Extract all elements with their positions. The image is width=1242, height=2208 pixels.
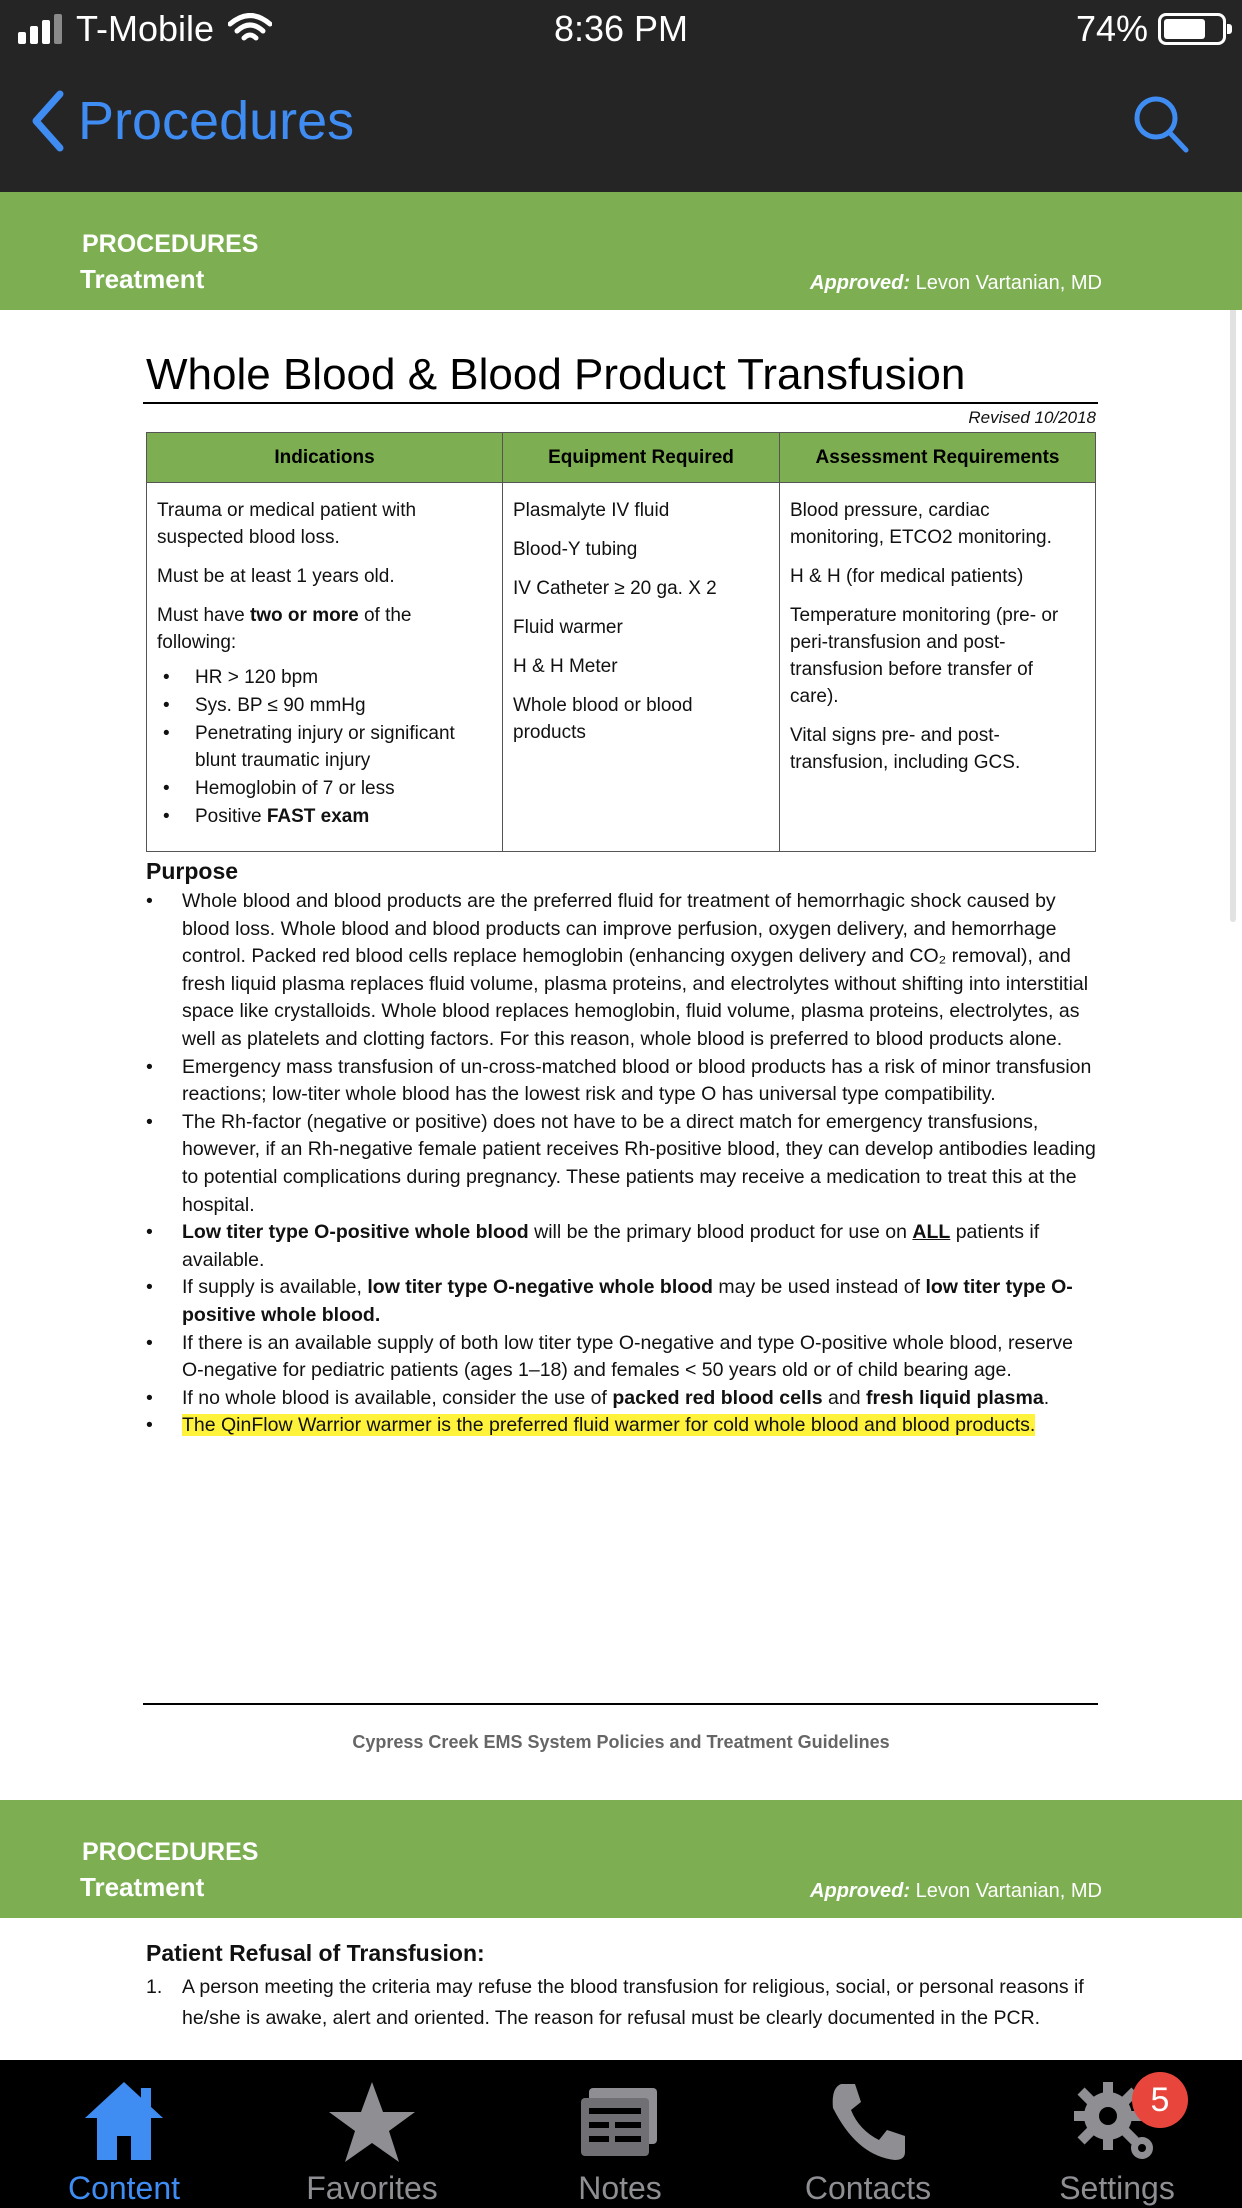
refusal-heading: Patient Refusal of Transfusion: bbox=[146, 1940, 485, 1966]
indication-criteria-list bbox=[157, 664, 492, 830]
table-header-indications: Indications bbox=[147, 433, 503, 483]
list-item: • Sys. BP ≤ 90 mmHg bbox=[157, 692, 492, 719]
indication-text: Trauma or medical patient with suspected blood loss. bbox=[157, 500, 417, 548]
list-number: 1. bbox=[146, 1976, 163, 1998]
tab-label: Notes bbox=[578, 2170, 662, 2206]
highlighted-text: The QinFlow Warrior warmer is the preferred fluid warmer for cold whole blood and blood products. bbox=[182, 1414, 1036, 1437]
equipment-item: Blood-Y tubing bbox=[513, 539, 638, 560]
criteria-table bbox=[146, 432, 1096, 852]
approved-name: Levon Vartanian, MD bbox=[915, 1880, 1102, 1902]
navigation-bar bbox=[0, 62, 1242, 192]
scrollbar[interactable] bbox=[1230, 202, 1236, 922]
notes-icon bbox=[575, 2078, 665, 2166]
list-item: • HR > 120 bpm bbox=[157, 664, 492, 691]
back-button[interactable] bbox=[30, 90, 354, 152]
tab-contacts[interactable] bbox=[744, 2060, 992, 2208]
assessment-item: Vital signs pre- and post-transfusion, including GCS. bbox=[790, 725, 1021, 773]
refusal-text: A person meeting the criteria may refuse the blood transfusion for religious, social, or personal reasons if he/she is awake, alert and oriented. The reason for refusal must be clearly documented in the PCR. bbox=[182, 1976, 1084, 2029]
phone-icon bbox=[823, 2078, 913, 2166]
assessment-item: Blood pressure, cardiac monitoring, ETCO2 monitoring. bbox=[790, 500, 1052, 548]
equipment-item: Whole blood or blood products bbox=[513, 695, 693, 743]
notification-badge: 5 bbox=[1132, 2072, 1188, 2128]
clock: 8:36 PM bbox=[553, 8, 689, 49]
tab-favorites[interactable] bbox=[248, 2060, 496, 2208]
table-header-equipment: Equipment Required bbox=[503, 433, 780, 483]
tab-label: Content bbox=[67, 2170, 181, 2206]
indications-cell bbox=[147, 483, 503, 851]
approved-by bbox=[810, 1880, 1102, 1903]
tab-settings[interactable] bbox=[992, 2060, 1242, 2208]
home-icon bbox=[79, 2078, 169, 2166]
table-header-assessment: Assessment Requirements bbox=[780, 433, 1095, 483]
assessment-cell bbox=[780, 483, 1095, 851]
page-footer: Cypress Creek EMS System Policies and Treatment Guidelines bbox=[352, 1732, 890, 1752]
page-header-band bbox=[0, 1800, 1242, 1918]
title-divider bbox=[143, 402, 1098, 404]
star-icon bbox=[327, 2078, 417, 2166]
list-item: • If no whole blood is available, consider the use of packed red blood cells and fresh liquid plasma. bbox=[146, 1385, 1096, 1413]
list-item: • Hemoglobin of 7 or less bbox=[157, 775, 492, 802]
indication-text: Must be at least 1 years old. bbox=[157, 566, 395, 587]
document-viewer[interactable] bbox=[0, 192, 1242, 2060]
equipment-item: H & H Meter bbox=[513, 656, 618, 677]
list-item: • Positive FAST exam bbox=[157, 803, 492, 830]
equipment-cell bbox=[503, 483, 780, 851]
tab-bar bbox=[0, 2060, 1242, 2208]
tab-label: Contacts bbox=[804, 2170, 932, 2206]
tab-notes[interactable] bbox=[496, 2060, 744, 2208]
battery-fill bbox=[1164, 19, 1205, 39]
list-item: • If there is an available supply of both low titer type O-negative and type O-positive whole blood, reserve O-negative for pediatric patients (ages 1–18) and females < 50 years old or of child bearing age. bbox=[146, 1330, 1096, 1385]
assessment-item: Temperature monitoring (pre- or peri-transfusion and post-transfusion before transfer of care). bbox=[790, 605, 1059, 707]
page-header-band bbox=[0, 192, 1242, 310]
approved-label: Approved: bbox=[810, 272, 911, 294]
battery-icon bbox=[1158, 13, 1226, 45]
tab-content[interactable] bbox=[0, 2060, 248, 2208]
list-item: • Penetrating injury or significant blunt traumatic injury bbox=[157, 720, 492, 774]
approved-name: Levon Vartanian, MD bbox=[915, 272, 1102, 294]
approved-by bbox=[810, 272, 1102, 295]
header-subkicker: Treatment bbox=[80, 1872, 205, 1902]
header-kicker: PROCEDURES bbox=[82, 1838, 259, 1866]
highlighted-list-item bbox=[146, 1412, 1096, 1440]
purpose-list bbox=[146, 888, 1096, 1440]
list-item: • Emergency mass transfusion of un-cross-matched blood or blood products has a risk of minor transfusion reactions; low-titer whole blood has the lowest risk and type O has universal type compatibility. bbox=[146, 1054, 1096, 1109]
list-item: • Low titer type O-positive whole blood will be the primary blood product for use on ALL patients if available. bbox=[146, 1219, 1096, 1274]
list-item: • The Rh-factor (negative or positive) does not have to be a direct match for emergency transfusions, however, if an Rh-negative female patient receives Rh-positive blood, they can develop antibodies leading to potential complications during pregnancy. These patients may receive a medication to treat this at the hospital. bbox=[146, 1109, 1096, 1219]
purpose-heading: Purpose bbox=[146, 858, 239, 884]
header-kicker: PROCEDURES bbox=[82, 230, 259, 258]
footer-divider bbox=[143, 1703, 1098, 1705]
equipment-item: Fluid warmer bbox=[513, 617, 623, 638]
tab-label: Settings bbox=[1059, 2170, 1175, 2206]
battery-percent: 74% bbox=[1075, 8, 1148, 49]
assessment-item: H & H (for medical patients) bbox=[790, 566, 1024, 587]
equipment-item: Plasmalyte IV fluid bbox=[513, 500, 670, 521]
list-item: • Whole blood and blood products are the preferred fluid for treatment of hemorrhagic shock caused by blood loss. Whole blood and blood products can improve perfusion, oxygen delivery, and hemorrhage control. Packed red blood cells replace hemoglobin (enhancing oxygen delivery and CO₂ removal), and fresh liquid plasma replaces fluid volume, plasma proteins, and electrolytes without shifting into interstitial space like crystalloids. Whole blood replaces hemoglobin, fluid volume, plasma proteins, electrolytes, as well as platelets and clotting factors. For this reason, whole blood is preferred to blood products alone. bbox=[146, 888, 1096, 1054]
tab-label: Favorites bbox=[306, 2170, 438, 2206]
header-subkicker: Treatment bbox=[80, 264, 205, 294]
status-bar bbox=[0, 0, 1242, 62]
equipment-item: IV Catheter ≥ 20 ga. X 2 bbox=[513, 578, 717, 599]
search-icon bbox=[1132, 94, 1190, 154]
status-right bbox=[1076, 8, 1226, 50]
carrier-name: T-Mobile bbox=[76, 8, 215, 49]
indication-text: Must have two or more of the following: bbox=[157, 605, 412, 653]
refusal-item bbox=[146, 1972, 1096, 2034]
search-button[interactable] bbox=[1132, 94, 1190, 159]
page-title: Whole Blood & Blood Product Transfusion bbox=[146, 350, 966, 399]
chevron-left-icon bbox=[30, 90, 66, 152]
revised-date: Revised 10/2018 bbox=[968, 408, 1096, 427]
list-item: • If supply is available, low titer type O-negative whole blood may be used instead of low titer type O-positive whole blood. bbox=[146, 1274, 1096, 1329]
approved-label: Approved: bbox=[810, 1880, 911, 1902]
back-button-label: Procedures bbox=[78, 91, 355, 151]
